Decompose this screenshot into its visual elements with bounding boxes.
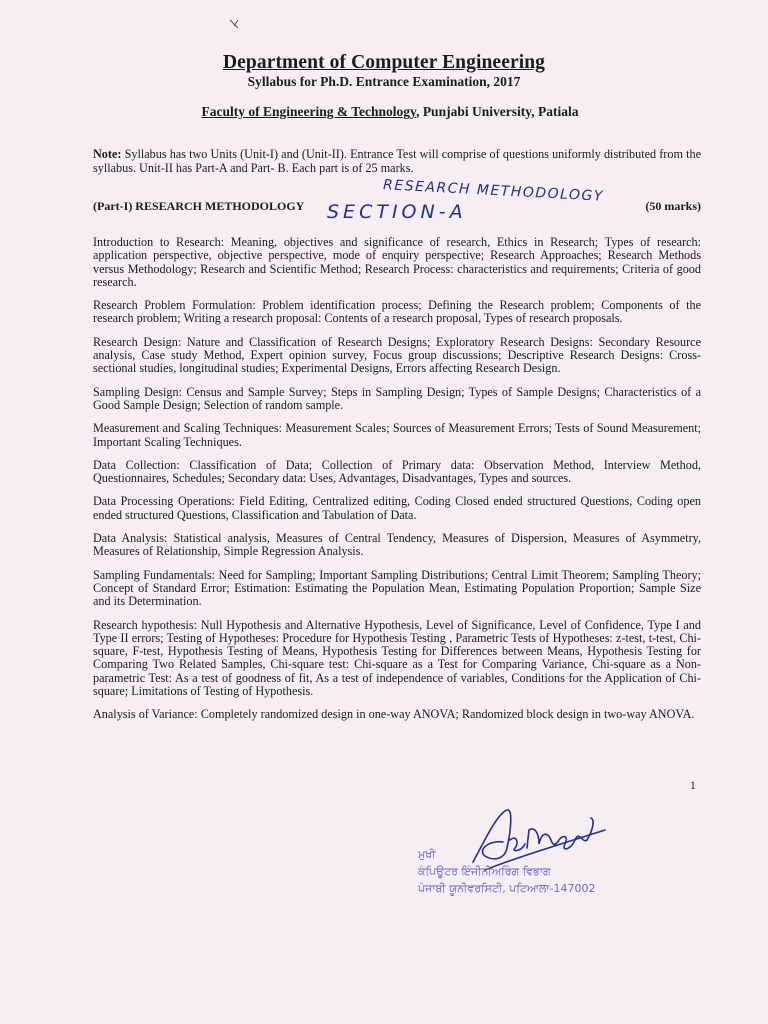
paragraph-introduction: Introduction to Research: Meaning, objectives and significance of research, Ethics in Research; Types of research: application perspective, objective perspective, mode of enquiry perspective; Research Approaches; Research Methods versus Methodology; Research and Scientific Method; Research Process: characteristics and requirements; Criteria of good research. [93, 235, 701, 289]
faculty-name: Faculty of Engineering & Technology [201, 104, 417, 119]
paragraph-measurement: Measurement and Scaling Techniques: Measurement Scales; Sources of Measurement Errors; Tests of Sound Measurement; Important Scaling Techniques. [93, 421, 701, 449]
paragraph-anova: Analysis of Variance: Completely randomized design in one-way ANOVA; Randomized block design in two-way ANOVA. [93, 707, 695, 722]
paragraph-sampling-fundamentals: Sampling Fundamentals: Need for Sampling; Important Sampling Distributions; Central Limit Theorem; Sampling Theory; Concept of Standard Error; Estimation: Estimating the Population Mean, Estimating Population Proportion; Sample Size and its Determination. [93, 567, 701, 609]
handwritten-line-1: RESEARCH METHODOLOGY [382, 177, 605, 205]
paragraph-sampling-design: Sampling Design: Census and Sample Survey; Steps in Sampling Design; Types of Sample Designs; Characteristics of a Good Sample Design; Selection of random sample. [93, 384, 701, 412]
stamp-line-department: ਕੰਪਿਊਟਰ ਇੰਜੀਨੀਅਰਿੰਗ ਵਿਭਾਗ [418, 865, 551, 878]
department-title: Department of Computer Engineering [222, 52, 546, 73]
paragraph-data-analysis: Data Analysis: Statistical analysis, Measures of Central Tendency, Measures of Dispersion, Measures of Asymmetry, Measures of Relationship, Simple Regression Analysis. [93, 531, 701, 559]
paragraph-problem-formulation: Research Problem Formulation: Problem identification process; Defining the Research problem; Components of the research problem; Writing a research proposal: Contents of a research proposal, Types of research proposals. [93, 298, 701, 326]
handwritten-line-2: SECTION-A [327, 201, 467, 223]
faculty-line [0, 104, 768, 120]
syllabus-content [93, 236, 701, 732]
paragraph-research-design: Research Design: Nature and Classification of Research Designs; Exploratory Research Designs: Secondary Resource analysis, Case study Method, Expert opinion survey, Focus group discussions; Descriptive Research Designs: Cross-sectional studies, longitudinal studies; Experimental Designs, Errors affecting Research Design. [93, 334, 701, 376]
paragraph-research-hypothesis: Research hypothesis: Null Hypothesis and Alternative Hypothesis, Level of Significance, Level of Confidence, Type I and Type II errors; Testing of Hypotheses: Procedure for Hypothesis Testing , Parametric Tests of Hypotheses: z-test, t-test, Chi-square, F-test, Hypothesis Testing of Means, Hypothesis Testing for Differences between Means, Hypothesis Testing for Comparing Two Related Samples, Chi-square test: Chi-square as a Test for Comparing Variance, Chi-square as a Non-parametric Test: As a test of goodness of fit, As a test of independence of variables, Conditions for the Application of Chi-square; Limitations of Testing of Hypothesis. [93, 617, 701, 699]
part-heading: (Part-I) RESEARCH METHODOLOGY [93, 199, 305, 213]
department-stamp [418, 846, 638, 897]
stamp-line-university: ਪੰਜਾਬੀ ਯੂਨੀਵਰਸਿਟੀ, ਪਟਿਆਲਾ-147002 [418, 882, 596, 895]
university-name: , Punjabi University, Patiala [416, 104, 579, 119]
stamp-line-head: ਮੁਖੀ [418, 848, 436, 861]
note-label: Note: [93, 147, 122, 161]
part-marks: (50 marks) [645, 199, 701, 213]
syllabus-subtitle: Syllabus for Ph.D. Entrance Examination, 2017 [247, 74, 521, 89]
paragraph-data-processing: Data Processing Operations: Field Editing, Centralized editing, Coding Closed ended structured Questions, Coding open ended structured Questions, Classification and Tabulation of Data. [93, 494, 701, 522]
paragraph-data-collection: Data Collection: Classification of Data; Collection of Primary data: Observation Method, Interview Method, Questionnaires, Schedules; Secondary data: Uses, Advantages, Disadvantages, Types and sources. [93, 457, 701, 486]
page-number: 1 [690, 780, 696, 792]
part-heading-row [93, 199, 701, 214]
scan-mark [228, 18, 242, 32]
note-text: Syllabus has two Units (Unit-I) and (Unit-II). Entrance Test will comprise of questions uniformly distributed from the syllabus. Unit-II has Part-A and Part- B. Each part is of 25 marks. [93, 147, 701, 175]
